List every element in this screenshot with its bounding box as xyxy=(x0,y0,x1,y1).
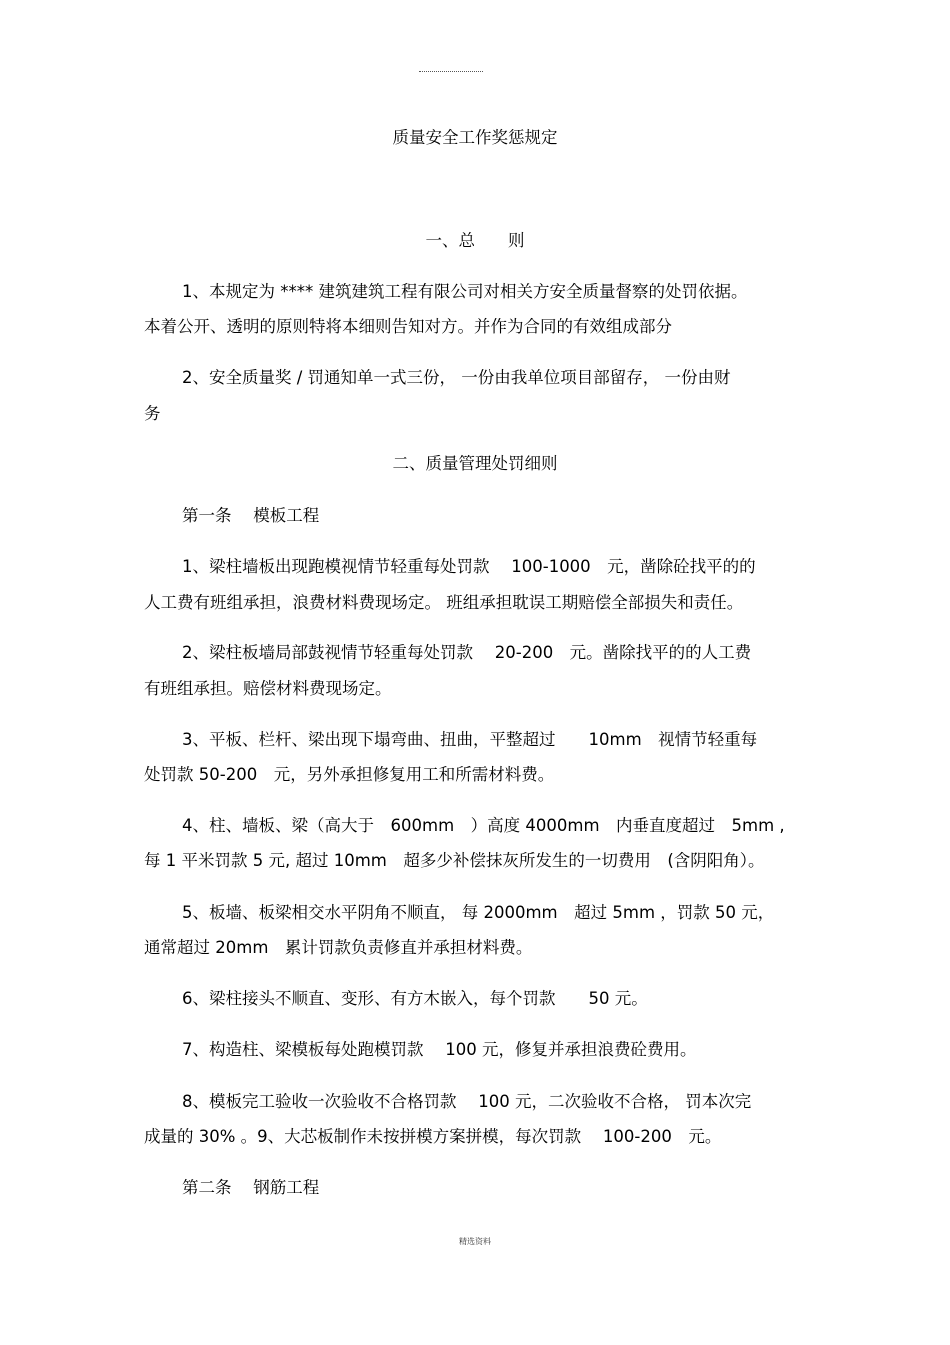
a1-item2-line1: 2、梁柱板墙局部鼓视情节轻重每处罚款 20-200 元。凿除找平的的人工费 xyxy=(182,643,752,662)
s1-item2-line2: 务 xyxy=(144,404,161,423)
article2-heading: 第二条 钢筋工程 xyxy=(182,1178,320,1197)
a1-item7: 7、构造柱、梁模板每处跑模罚款 100 元，修复并承担浪费砼费用。 xyxy=(182,1040,697,1059)
a1-item8-line1: 8、模板完工验收一次验收不合格罚款 100 元，二次验收不合格， 罚本次完 xyxy=(182,1092,752,1111)
a1-item2-line2: 有班组承担。赔偿材料费现场定。 xyxy=(144,679,392,698)
header-rule xyxy=(419,71,483,72)
a1-item4-line1: 4、柱、墙板、梁（高大于 600mm ）高度 4000mm 内垂直度超过 5mm , xyxy=(182,816,785,835)
a1-item4-line2: 每 1 平米罚款 5 元, 超过 10mm 超多少补偿抹灰所发生的一切费用 (含阴阳角）。 xyxy=(144,851,765,870)
s1-item1-line2: 本着公开、透明的原则特将本细则告知对方。并作为合同的有效组成部分 xyxy=(144,317,672,336)
s1-item1-line1: 1、本规定为 **** 建筑建筑工程有限公司对相关方安全质量督察的处罚依据。 xyxy=(182,282,748,301)
a1-item6: 6、梁柱接头不顺直、变形、有方木嵌入，每个罚款 50 元。 xyxy=(182,989,648,1008)
a1-item3-line2: 处罚款 50-200 元，另外承担修复用工和所需材料费。 xyxy=(144,765,555,784)
a1-item1-line1: 1、梁柱墙板出现跑模视情节轻重每处罚款 100-1000 元，凿除砼找平的的 xyxy=(182,557,756,576)
document-title: 质量安全工作奖惩规定 xyxy=(392,128,558,147)
section1-heading: 一、总 则 xyxy=(425,231,525,250)
article1-heading: 第一条 模板工程 xyxy=(182,506,320,525)
a1-item8-line2: 成量的 30% 。9、大芯板制作未按拼模方案拼模，每次罚款 100-200 元。 xyxy=(144,1127,722,1146)
page-footer: 精选资料 xyxy=(459,1237,491,1246)
s1-item2-line1: 2、安全质量奖 / 罚通知单一式三份， 一份由我单位项目部留存， 一份由财 xyxy=(182,368,731,387)
a1-item3-line1: 3、平板、栏杆、梁出现下塌弯曲、扭曲，平整超过 10mm 视情节轻重每 xyxy=(182,730,758,749)
section2-heading: 二、质量管理处罚细则 xyxy=(392,454,558,473)
a1-item5-line2: 通常超过 20mm 累计罚款负责修直并承担材料费。 xyxy=(144,938,533,957)
a1-item1-line2: 人工费有班组承担，浪费材料费现场定。 班组承担耽误工期赔偿全部损失和责任。 xyxy=(144,593,744,612)
a1-item5-line1: 5、板墙、板梁相交水平阴角不顺直， 每 2000mm 超过 5mm ，罚款 50 元， xyxy=(182,903,775,922)
